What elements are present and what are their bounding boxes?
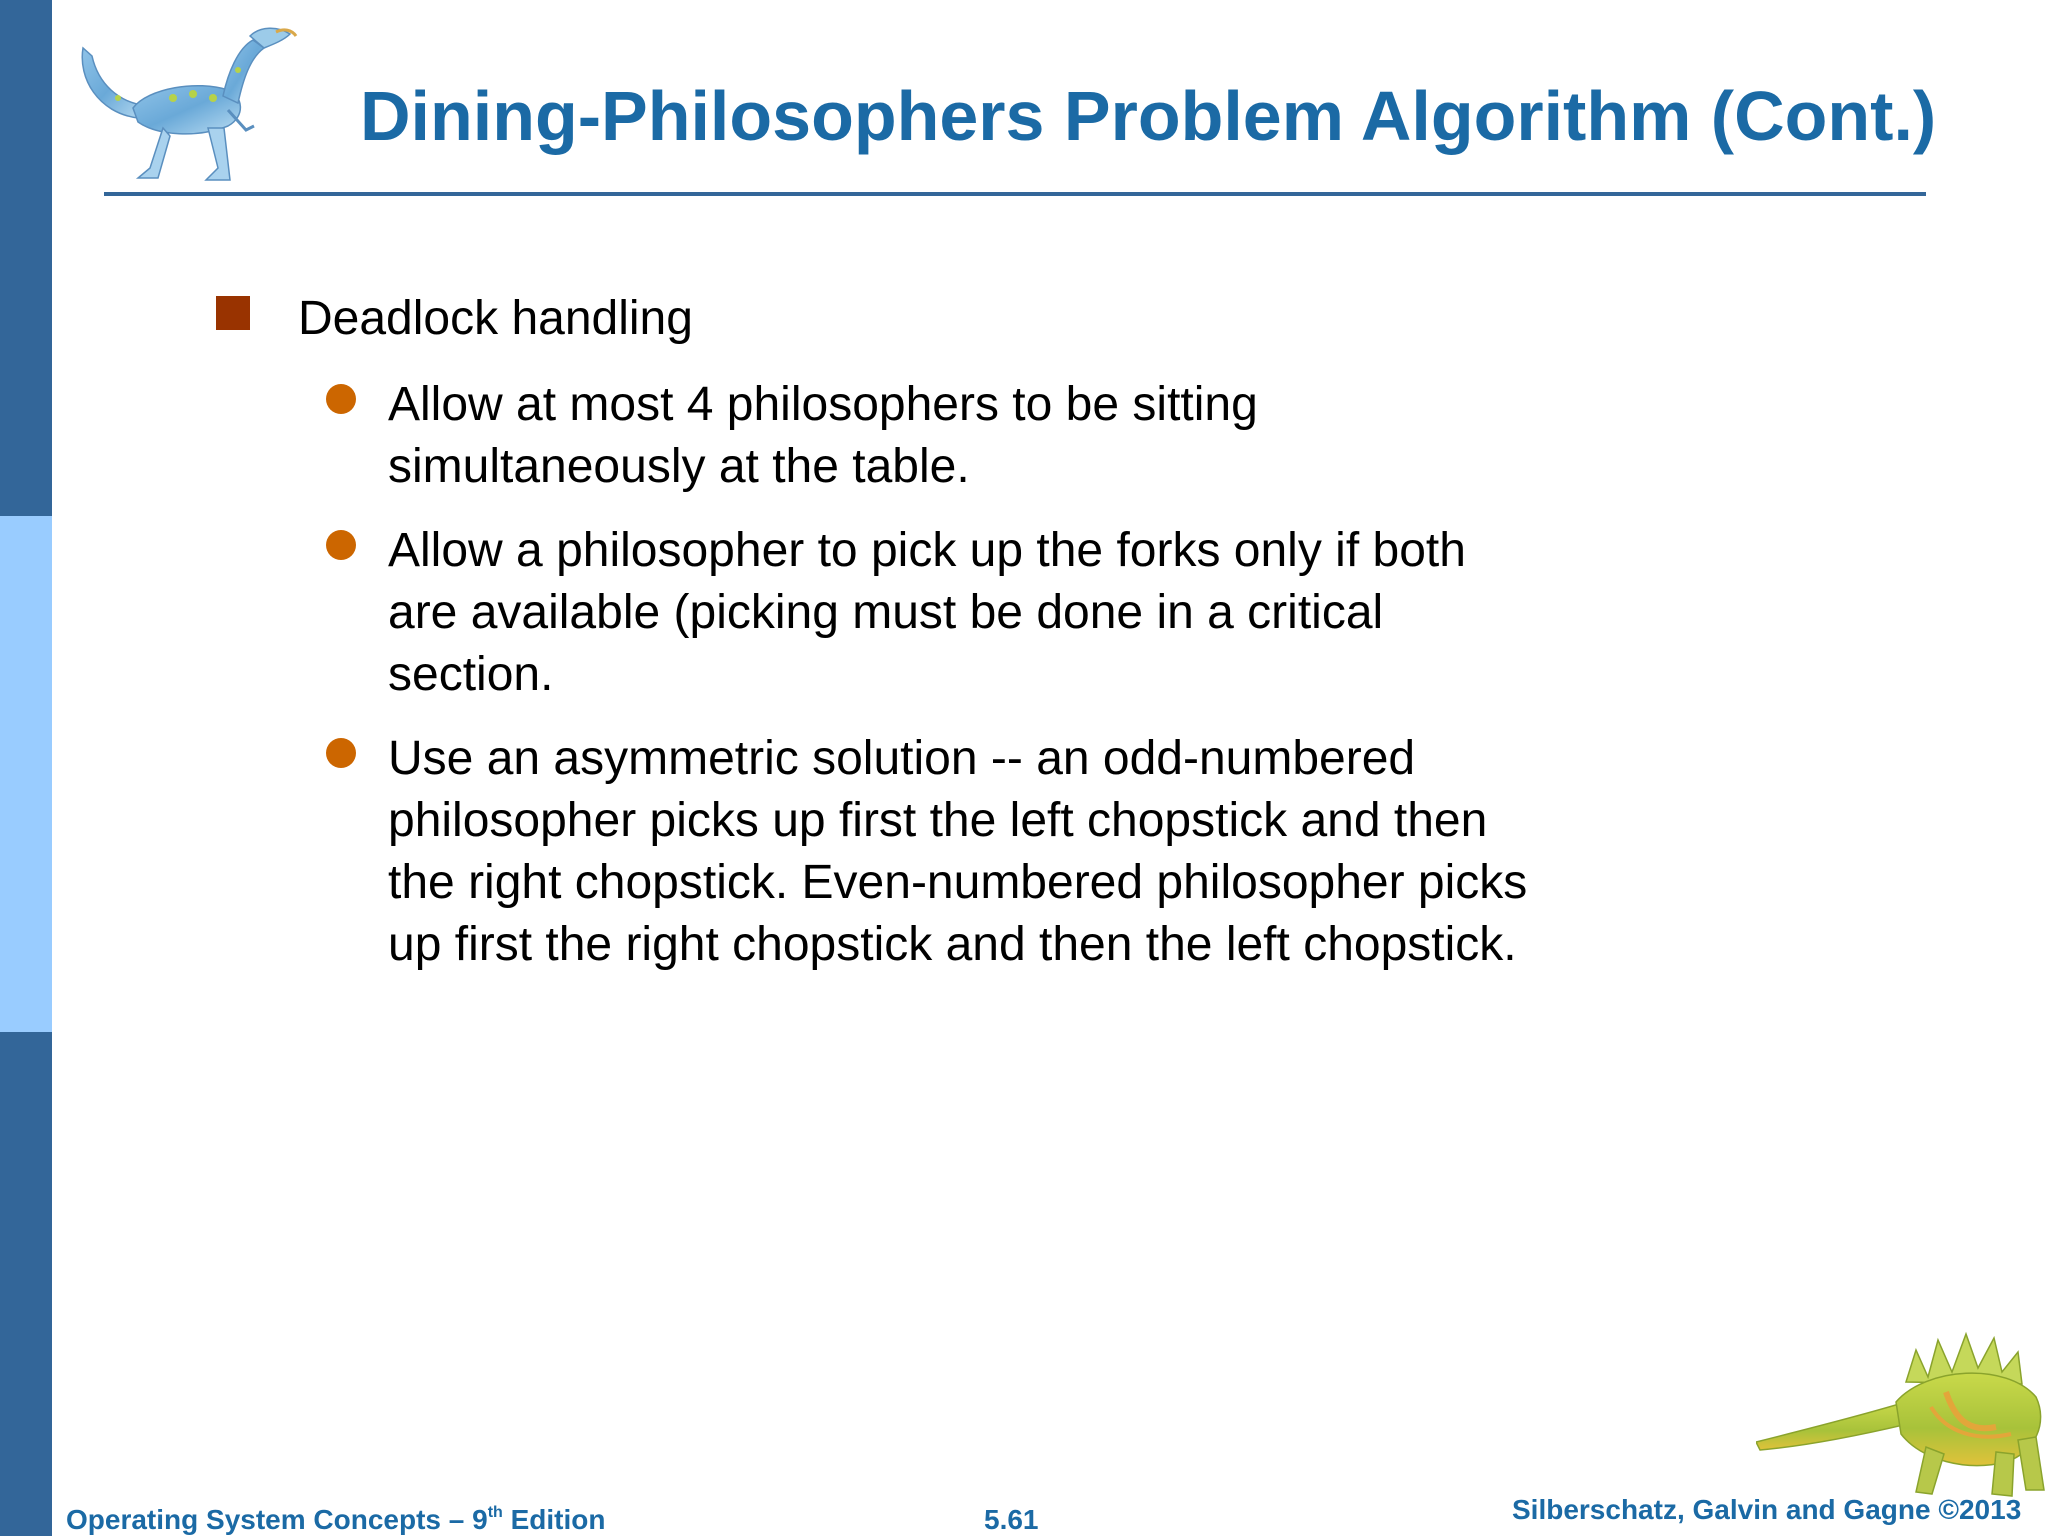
round-bullet-icon: [326, 384, 356, 414]
stegosaurus-icon: [1756, 1322, 2048, 1512]
sidebar-segment-top: [0, 0, 52, 516]
footer-title-ordinal: th: [487, 1504, 503, 1521]
dinosaur-icon: [78, 18, 318, 188]
page-number: 5.61: [984, 1504, 1039, 1535]
main-bullet-text: Deadlock handling: [298, 292, 693, 345]
round-bullet-icon: [326, 738, 356, 768]
sub-bullet-text: Allow a philosopher to pick up the forks only if both are available (picking must be done in a critical section.: [388, 524, 1466, 701]
sidebar-segment-bottom: [0, 1032, 52, 1536]
slide-title: Dining-Philosophers Problem Algorithm (Cont.): [360, 77, 1937, 155]
footer-course-title: [66, 1504, 605, 1536]
title-divider: [104, 192, 1926, 196]
footer-title-prefix: Operating System Concepts – 9: [66, 1504, 488, 1535]
square-bullet-icon: [216, 296, 250, 330]
footer-title-suffix: Edition: [502, 1504, 606, 1535]
sub-bullet-text: Use an asymmetric solution -- an odd-numbered philosopher picks up first the left chopstick and then the right chopstick. Even-numbered philosopher picks up first the right chopstick and then the left chopstick.: [388, 732, 1528, 971]
footer-authors: Silberschatz, Galvin and Gagne ©2013: [1512, 1494, 2022, 1525]
sidebar-band: [0, 0, 52, 1536]
sub-bullet-text: Allow at most 4 philosophers to be sitting simultaneously at the table.: [388, 378, 1258, 493]
sidebar-segment-middle: [0, 516, 52, 1032]
round-bullet-icon: [326, 530, 356, 560]
